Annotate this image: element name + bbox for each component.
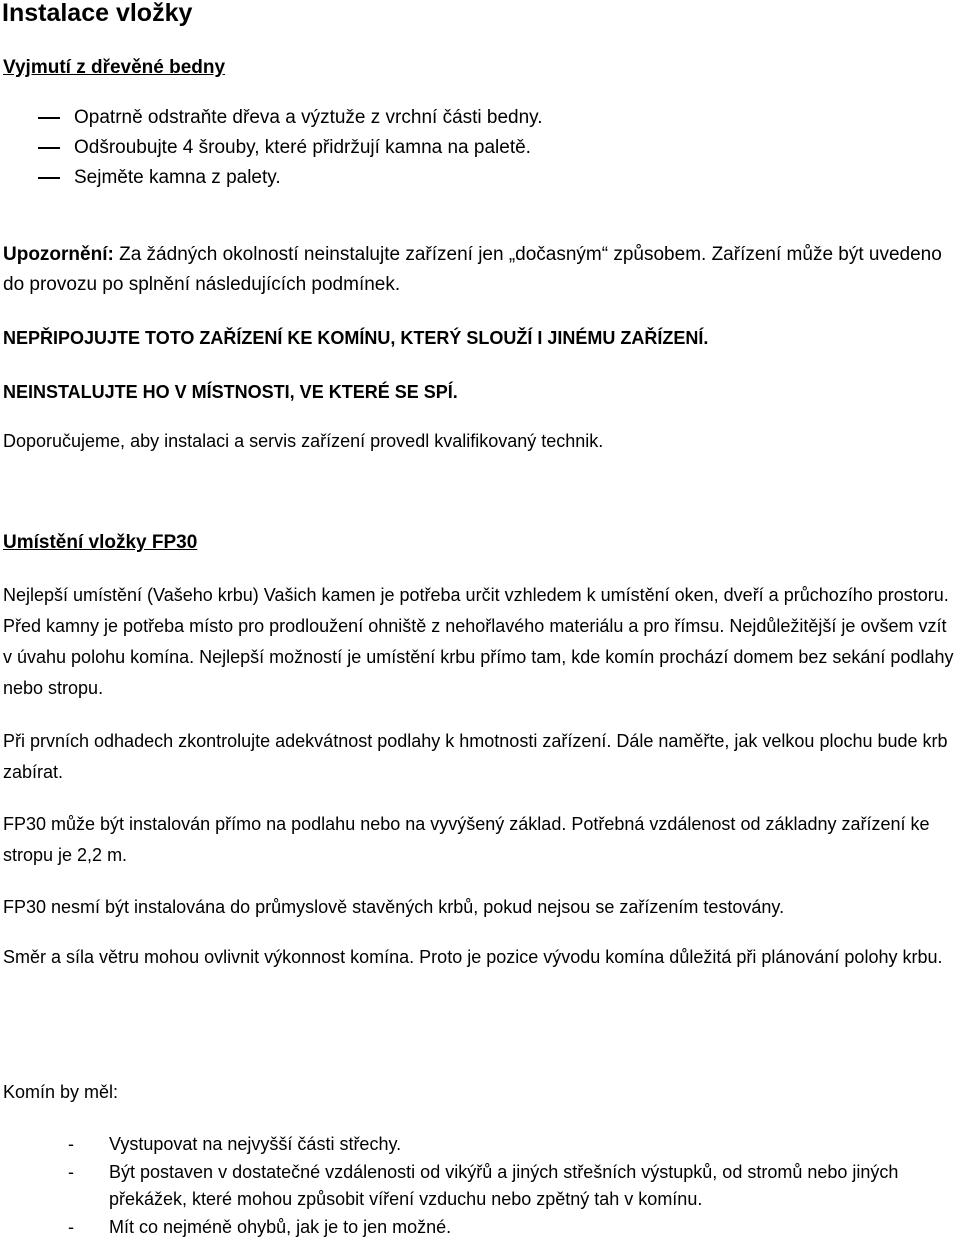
hyphen-bullet: -: [68, 1134, 74, 1154]
list-item: - Být postaven v dostatečné vzdálenosti od vikýřů a jiných střešních výstupků, od stromů nebo jiných překážek, které mohou způsobit víření vzduchu nebo zpětný tah v komínu.: [3, 1159, 956, 1213]
placement-paragraph-4: FP30 nesmí být instalována do průmyslově stavěných krbů, pokud nejsou se zařízením testovány.: [3, 897, 785, 917]
dash-bullet-icon: [38, 147, 60, 149]
caps-warning-chimney: NEPŘIPOJUJTE TOTO ZAŘÍZENÍ KE KOMÍNU, KTERÝ SLOUŽÍ I JINÉMU ZAŘÍZENÍ.: [3, 328, 709, 348]
list-item: - Vystupovat na nejvyšší části střechy.: [3, 1131, 956, 1158]
hyphen-bullet: -: [68, 1162, 74, 1182]
warning-label: Upozornění:: [3, 244, 114, 265]
dash-bullet-icon: [38, 177, 60, 179]
hyphen-bullet: -: [68, 1217, 74, 1237]
list-item: Odšroubujte 4 šrouby, které přidržují kamna na paletě.: [3, 133, 956, 163]
list-item: Opatrně odstraňte dřeva a výztuže z vrchní části bedny.: [3, 103, 956, 133]
warning-text: Za žádných okolností neinstalujte zařízení jen „dočasným“ způsobem. Zařízení může být uvedeno do provozu po splnění následujících podmínek.: [3, 244, 942, 295]
placement-paragraph-2: Při prvních odhadech zkontrolujte adekvátnost podlahy k hmotnosti zařízení. Dále naměřte, jak velkou plochu bude krb zabírat.: [3, 731, 948, 782]
recommendation-text: Doporučujeme, aby instalaci a servis zařízení provedl kvalifikovaný technik.: [3, 431, 604, 451]
section-heading-text: Umístění vložky FP30: [3, 532, 198, 553]
placement-paragraph-3: FP30 může být instalován přímo na podlahu nebo na vyvýšený základ. Potřebná vzdálenost od základny zařízení ke stropu je 2,2 m.: [3, 814, 930, 865]
section-heading-unpacking: [3, 55, 956, 81]
list-item: - Mít co nejméně ohybů, jak je to jen možné.: [3, 1214, 956, 1241]
unpacking-steps-list: [3, 103, 956, 193]
list-item: Sejměte kamna z palety.: [3, 163, 956, 193]
chimney-intro: Komín by měl:: [3, 1082, 119, 1102]
placement-paragraph-1: Nejlepší umístění (Vašeho krbu) Vašich kamen je potřeba určit vzhledem k umístění oken, dveří a průchozího prostoru. Před kamny je potřeba místo pro prodloužení ohniště z nehořlavého materiálu a pro římsu. Nejdůležitější je ovšem vzít v úvahu polohu komína. Nejlepší možností je umístění krbu přímo tam, kde komín prochází domem bez sekání podlahy nebo stropu.: [3, 585, 954, 698]
dash-bullet-icon: [38, 117, 60, 119]
caps-warning-bedroom: NEINSTALUJTE HO V MÍSTNOSTI, VE KTERÉ SE SPÍ.: [3, 382, 458, 402]
section-heading-placement: [3, 530, 956, 556]
chimney-requirements-list: [3, 1131, 956, 1242]
section-heading-text: Vyjmutí z dřevěné bedny: [3, 57, 226, 78]
page-title: Instalace vložky: [2, 0, 193, 27]
warning-paragraph: [3, 240, 956, 300]
placement-paragraph-5: Směr a síla větru mohou ovlivnit výkonnost komína. Proto je pozice vývodu komína důležitá při plánování polohy krbu.: [3, 947, 943, 967]
